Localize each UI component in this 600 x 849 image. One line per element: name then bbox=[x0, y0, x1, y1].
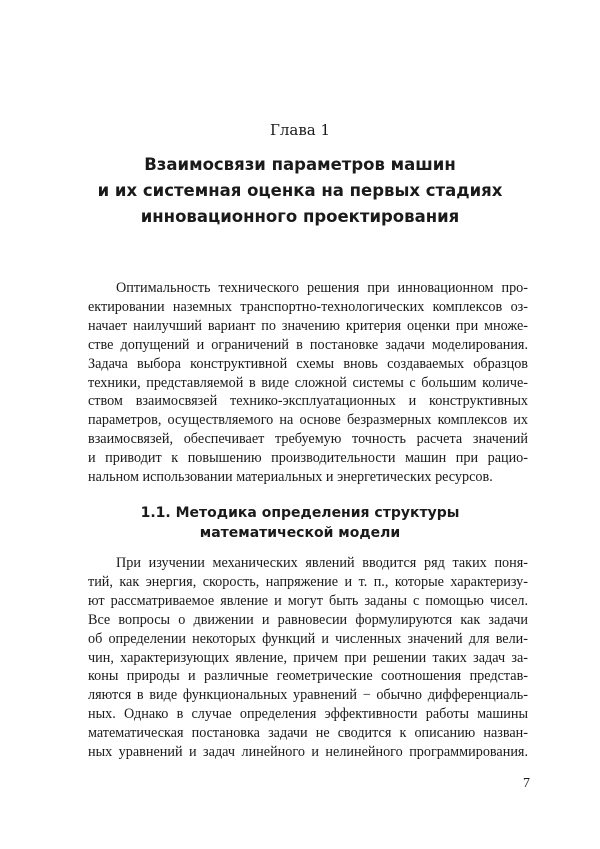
text-line: нальном использовании материальных и энергетических ресурсов. bbox=[88, 469, 493, 486]
section-heading-line: 1.1. Методика определения структуры bbox=[140, 505, 460, 521]
text-line: ектировании наземных транспортно-технологических комплексов оз- bbox=[88, 298, 528, 315]
text-line: тий, как энергия, скорость, напряжение и т. п., которые характеризу- bbox=[88, 573, 528, 590]
chapter-label: Глава 1 bbox=[269, 121, 331, 139]
text-line: математическая постановка задачи не сводится к описанию назван- bbox=[88, 725, 528, 742]
text-line: техники, представляемой в виде сложной системы с большим количе- bbox=[88, 374, 528, 391]
text-line: Все вопросы о движении и равновесии формулируются как задачи bbox=[88, 611, 528, 628]
text-line: Задача выбора конструктивной схемы вновь создаваемых образцов bbox=[88, 355, 528, 372]
section-heading-line: математической модели bbox=[199, 525, 401, 541]
section-heading bbox=[80, 503, 520, 543]
intro-paragraph bbox=[88, 279, 528, 487]
chapter-title-line: инновационного проектирования bbox=[140, 207, 460, 226]
text-line: начает наилучший вариант по значению критерия оценки при множе- bbox=[88, 317, 528, 334]
text-line: параметров, осуществляемого на основе безразмерных комплексов их bbox=[88, 412, 528, 429]
page-number: 7 bbox=[523, 776, 530, 791]
chapter-title bbox=[40, 152, 560, 230]
text-line: стве допущений и ограничений в постановке задачи моделирования. bbox=[88, 336, 528, 353]
text-line: ных уравнений и задач линейного и нелинейного программирования. bbox=[88, 744, 528, 761]
text-line: и приводит к повышению производительности машин при рацио- bbox=[88, 450, 528, 467]
text-line: коны природы и различные геометрические соотношения представ- bbox=[88, 668, 528, 685]
chapter-title-line: Взаимосвязи параметров машин bbox=[144, 155, 456, 174]
text-line: При изучении механических явлений вводится ряд таких поня- bbox=[116, 555, 528, 571]
section-paragraph bbox=[88, 554, 528, 762]
text-line: ют рассматриваемое явление и могут быть заданы с помощью чисел. bbox=[88, 592, 528, 609]
chapter-title-line: и их системная оценка на первых стадиях bbox=[97, 181, 503, 200]
text-line: об определении некоторых функций и численных значений для вели- bbox=[88, 630, 528, 647]
text-line: Оптимальность технического решения при инновационном про- bbox=[116, 280, 528, 296]
text-line: взаимосвязей, обеспечивает требуемую точность расчета значений bbox=[88, 431, 528, 448]
text-line: чин, характеризующих явление, причем при решении таких задач за- bbox=[88, 649, 528, 666]
text-line: ством взаимосвязей технико-эксплуатационных и конструктивных bbox=[88, 393, 528, 410]
text-line: ляются в виде функциональных уравнений − обычно дифференциаль- bbox=[88, 687, 528, 704]
text-line: ных. Однако в случае определения эффективности работы машины bbox=[88, 706, 528, 723]
